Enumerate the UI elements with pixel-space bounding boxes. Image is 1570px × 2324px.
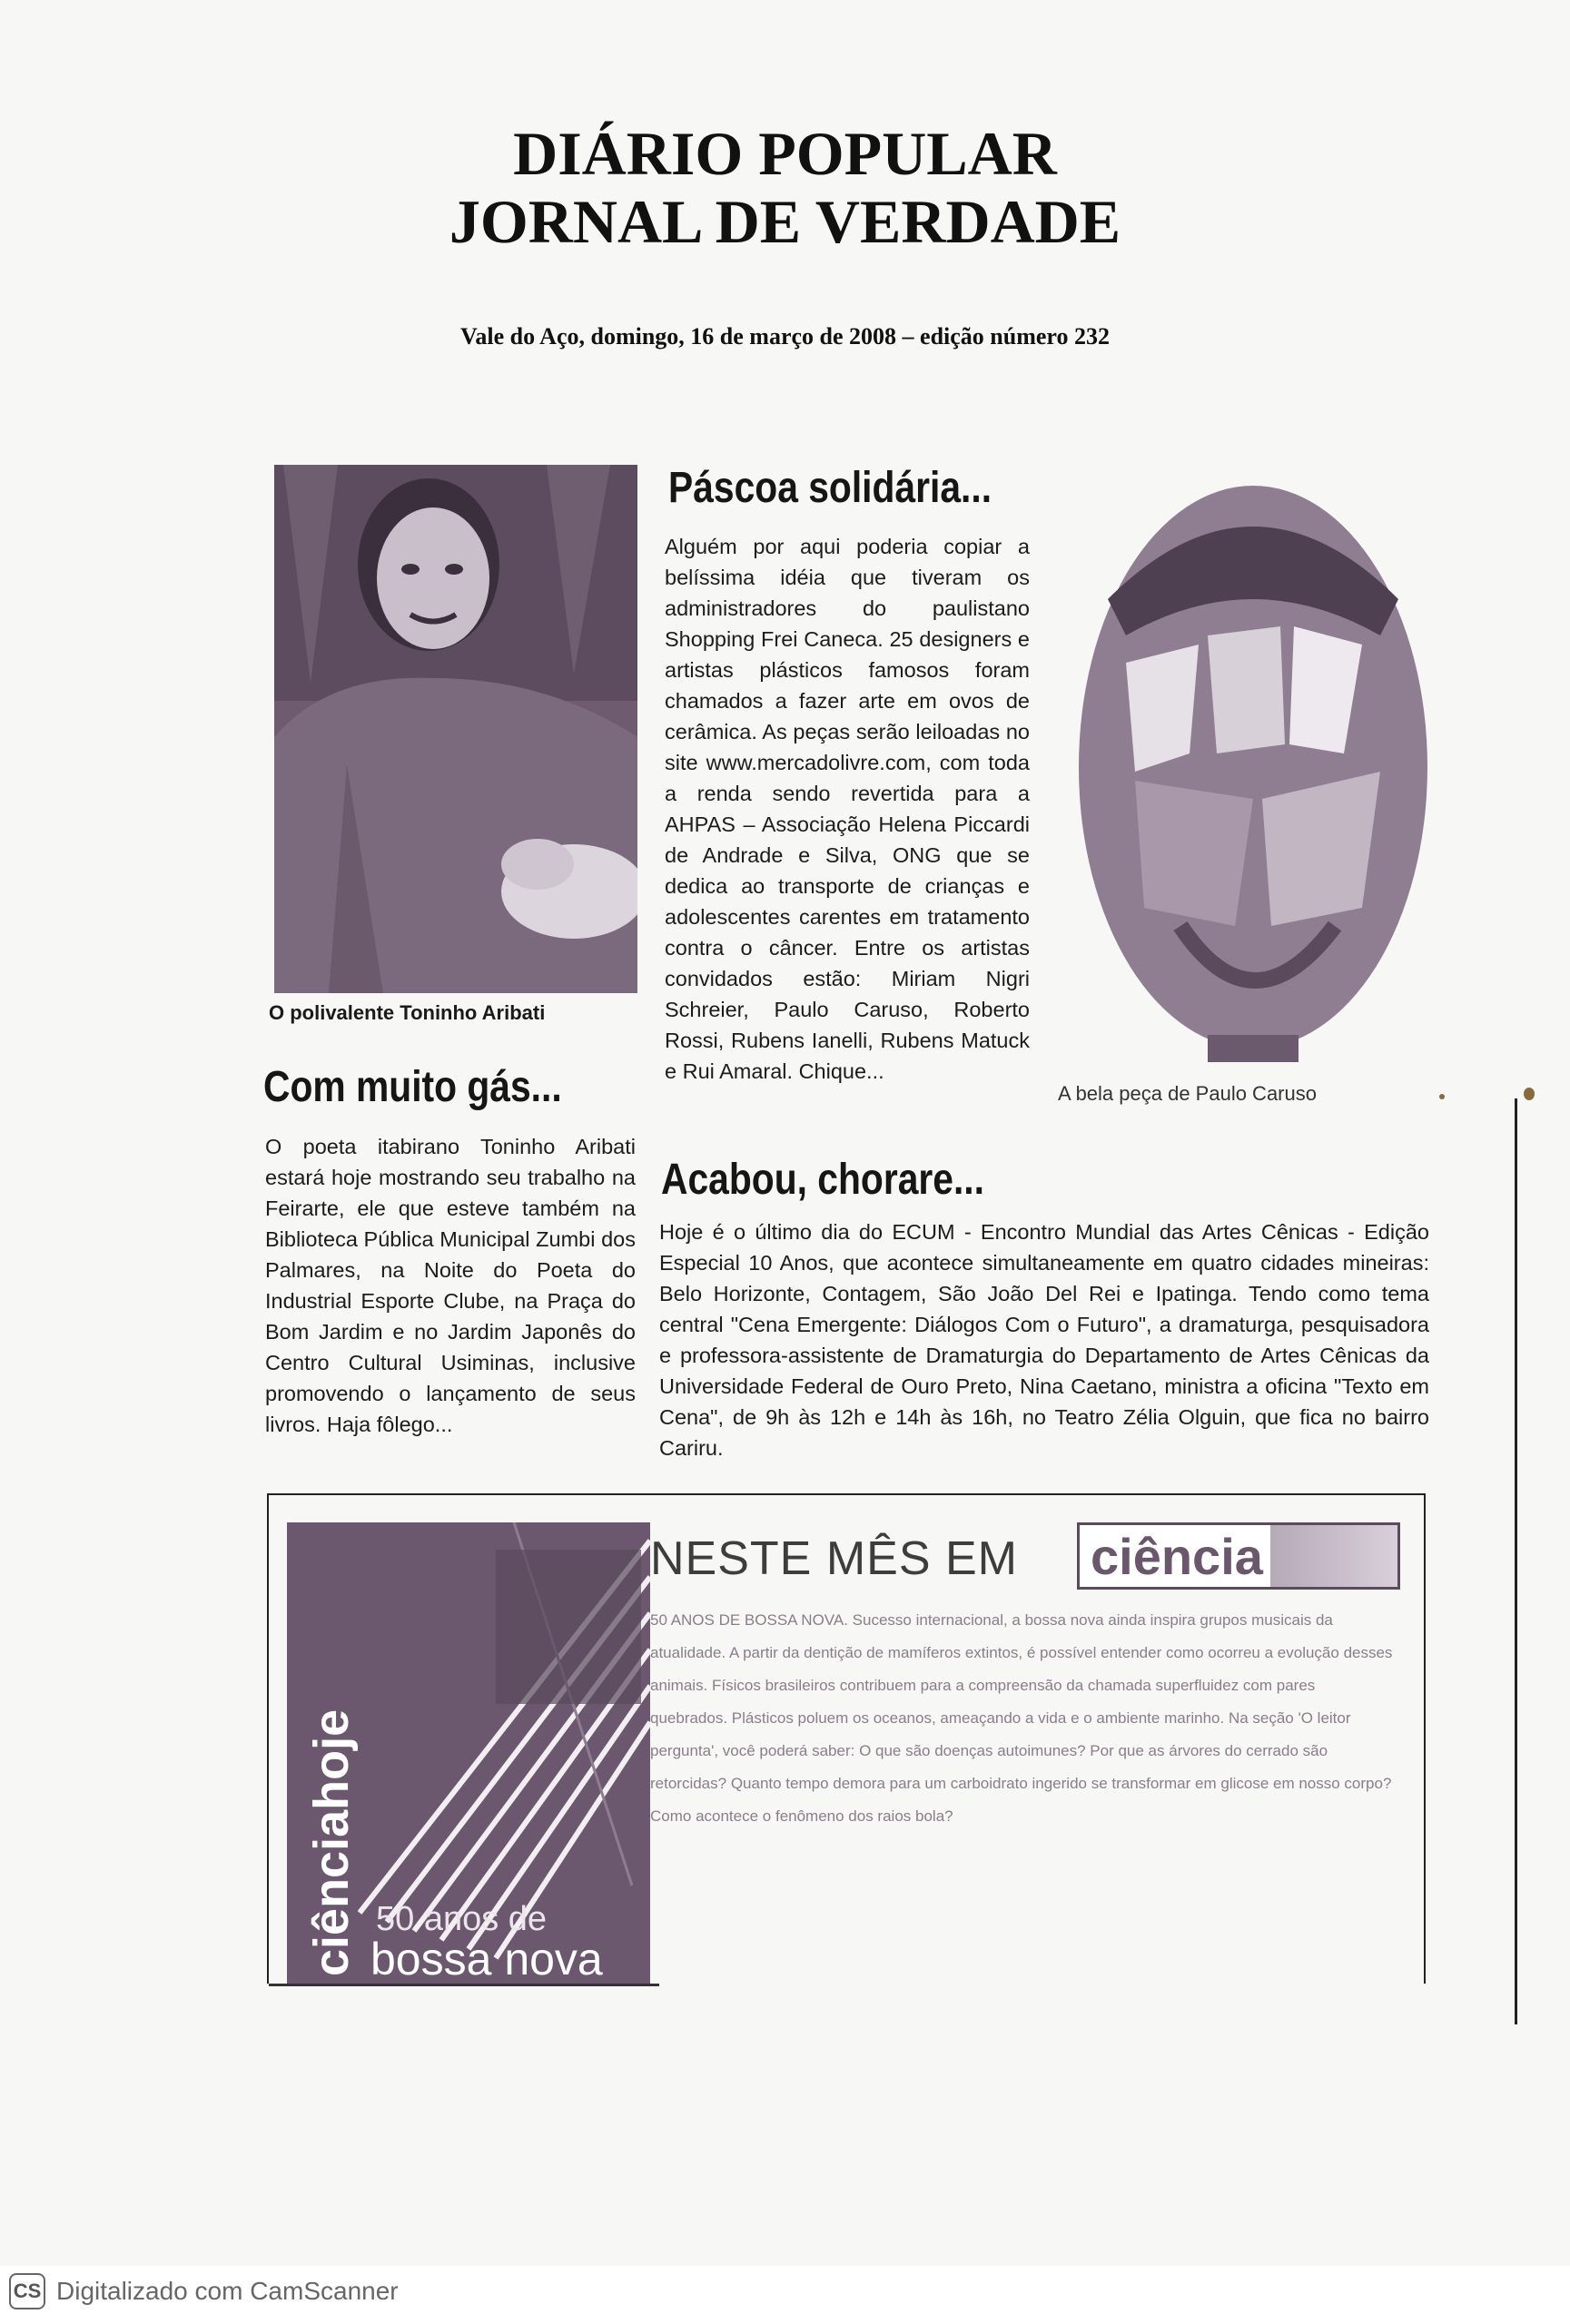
- ad-bottom-edge: [269, 1984, 659, 1986]
- ad-body: 50 ANOS DE BOSSA NOVA. Sucesso internacional, a bossa nova ainda inspira grupos musicais da atualidade. A partir da dentição de mamíferos extintos, é possível entender como ocorreu a evolução desses animais. Físicos brasileiros contribuem para a compreensão da chamada superfluidez com pares quebrados. Plásticos poluem os oceanos, ameaçando a vida e o ambiente marinho. Na seção 'O leitor pergunta', você poderá saber: O que são doenças autoimunes? Por que as árvores do cerrado são retorcidas? Quanto tempo demora para um carboidrato ingerido se transformar em glicose em nosso corpo? Como acontece o fenômeno dos raios bola?: [650, 1611, 1393, 1825]
- scanner-footer-text: Digitalizado com CamScanner: [56, 2277, 399, 2305]
- egg-photo-caption: A bela peça de Paulo Caruso: [1058, 1082, 1317, 1105]
- toninho-photo: [274, 465, 637, 993]
- newspaper-subtitle: JORNAL DE VERDADE: [449, 187, 1121, 256]
- ciencia-hoje-ad: [267, 1493, 1426, 1984]
- camscanner-logo-icon: CS: [9, 2273, 45, 2309]
- ad-heading: NESTE MÊS EM: [650, 1532, 1018, 1585]
- dateline: Vale do Aço, domingo, 16 de março de 2008 – edição número 232: [460, 323, 1110, 350]
- ciencia-hoje-logo: [1077, 1522, 1400, 1590]
- pascoa-body: Alguém por aqui poderia copiar a belíssima idéia que tiveram os administradores do paulistano Shopping Frei Caneca. 25 designers e artistas plásticos famosos foram chamados a fazer arte em ovos de cerâmica. As peças serão leiloadas no site www.mercadolivre.com, com toda a renda sendo revertida para a AHPAS – Associação Helena Piccardi de Andrade e Silva, ONG que se dedica ao transporte de crianças e adolescentes carentes em tratamento contra o câncer. Entre os artistas convidados estão: Miriam Nigri Schreier, Paulo Caruso, Roberto Rossi, Rubens Ianelli, Rubens Matuck e Rui Amaral. Chique...: [665, 535, 1030, 1083]
- egg-illustration: [1071, 454, 1435, 1071]
- column-rule: [1515, 1098, 1517, 2024]
- toninho-photo-caption: O polivalente Toninho Aribati: [269, 1001, 546, 1024]
- scan-speck: [1439, 1094, 1445, 1099]
- cover-title: ciênciahoje: [304, 1709, 359, 1976]
- acabou-body: Hoje é o último dia do ECUM - Encontro Mundial das Artes Cênicas - Edição Especial 10 Anos, que acontece simultaneamente em quatro cidades mineiras: Belo Horizonte, Contagem, São João Del Rei e Ipatinga. Tendo como tema central "Cena Emergente: Diálogos Com o Futuro", a dramaturga, pesquisadora e professora-assistente de Dramaturgia do Departamento de Artes Cênicas da Universidade Federal de Ouro Preto, Nina Caetano, ministra a oficina "Texto em Cena", de 9h às 12h e 14h às 16h, no Teatro Zélia Olguin, que fica no bairro Cariru.: [659, 1220, 1429, 1460]
- egg-sculpture-photo: [1071, 454, 1435, 1071]
- logo-text: ciência: [1091, 1528, 1263, 1585]
- pascoa-headline: Páscoa solidária...: [668, 464, 992, 512]
- scanner-footer: [0, 2266, 1570, 2324]
- gas-body: O poeta itabirano Toninho Aribati estará hoje mostrando seu trabalho na Feirarte, ele que esteve também na Biblioteca Pública Municipal Zumbi dos Palmares, na Noite do Poeta do Industrial Esporte Clube, na Praça do Bom Jardim e no Jardim Japonês do Centro Cultural Usiminas, inclusive promovendo o lançamento de seus livros. Haja fôlego...: [265, 1135, 636, 1436]
- cover-subtitle-bossa: bossa nova: [370, 1934, 603, 1984]
- newspaper-title: DIÁRIO POPULAR: [513, 119, 1057, 188]
- portrait-illustration: [274, 465, 637, 993]
- scan-speck: [1524, 1088, 1535, 1100]
- gas-headline: Com muito gás...: [263, 1063, 562, 1111]
- magazine-cover: [287, 1522, 650, 1984]
- cover-subtitle: 50 anos de: [376, 1900, 548, 1938]
- acabou-headline: Acabou, chorare...: [661, 1156, 984, 1204]
